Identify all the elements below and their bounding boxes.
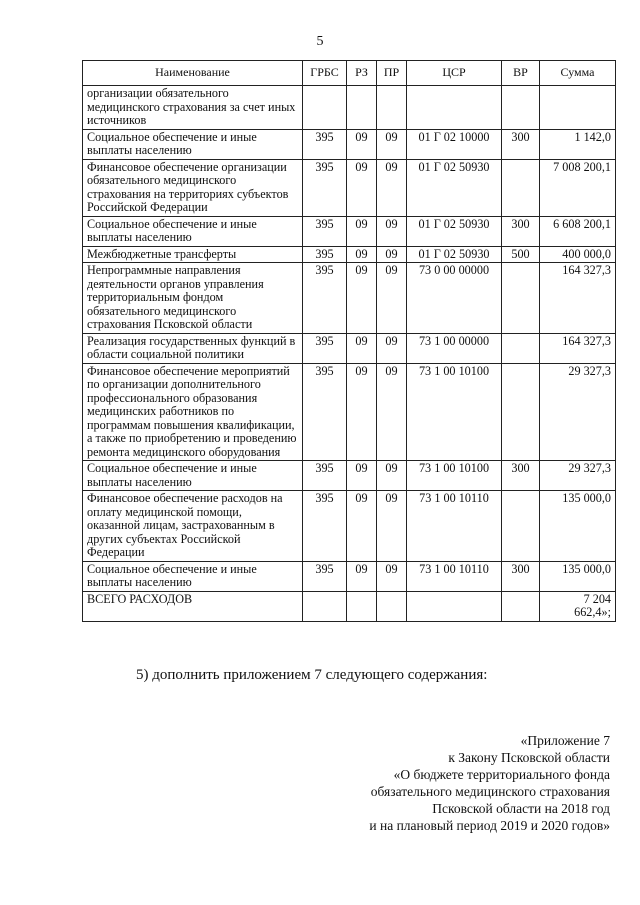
amendment-text: 5) дополнить приложением 7 следующего содержания:: [136, 667, 488, 683]
cell-sum: 7 008 200,1: [540, 159, 616, 216]
cell-grbs: 395: [303, 129, 347, 159]
cell-name: Финансовое обеспечение мероприятий по организации дополнительного профессионального образования медицинских работников по программам повышения квалификации, а также по приобретению и проведению ремонта медицинского оборудования: [83, 363, 303, 461]
cell-sum: 400 000,0: [540, 246, 616, 263]
cell-grbs: 395: [303, 461, 347, 491]
budget-table: [82, 60, 616, 622]
cell-rz: 09: [347, 561, 377, 591]
cell-rz: [347, 86, 377, 130]
cell-csr: 01 Г 02 50930: [407, 246, 502, 263]
cell-vr: [502, 333, 540, 363]
cell-rz: 09: [347, 246, 377, 263]
page-number: 5: [316, 34, 324, 49]
cell-name: Социальное обеспечение и иные выплаты населению: [83, 129, 303, 159]
cell-pr: 09: [377, 333, 407, 363]
table-total-row: [83, 591, 616, 621]
cell-sum: 1 142,0: [540, 129, 616, 159]
cell-csr: [407, 86, 502, 130]
cell-sum: 164 327,3: [540, 263, 616, 334]
cell-csr: 01 Г 02 50930: [407, 216, 502, 246]
cell-vr: [502, 86, 540, 130]
cell-rz: 09: [347, 333, 377, 363]
cell-rz: 09: [347, 461, 377, 491]
cell-name: ВСЕГО РАСХОДОВ: [83, 591, 303, 621]
cell-rz: 09: [347, 159, 377, 216]
table-row: [83, 159, 616, 216]
cell-pr: [377, 591, 407, 621]
cell-csr: 01 Г 02 10000: [407, 129, 502, 159]
cell-pr: 09: [377, 246, 407, 263]
cell-name: организации обязательного медицинского страхования за счет иных источников: [83, 86, 303, 130]
header-pr: ПР: [377, 61, 407, 86]
cell-grbs: [303, 591, 347, 621]
cell-pr: 09: [377, 129, 407, 159]
appendix-line: обязательного медицинского страхования: [370, 784, 610, 799]
table-row: [83, 129, 616, 159]
cell-vr: [502, 263, 540, 334]
cell-vr: [502, 591, 540, 621]
cell-rz: 09: [347, 129, 377, 159]
header-sum: Сумма: [540, 61, 616, 86]
cell-vr: 500: [502, 246, 540, 263]
cell-sum: 164 327,3: [540, 333, 616, 363]
cell-sum: 135 000,0: [540, 561, 616, 591]
table-row: [83, 246, 616, 263]
cell-sum: 135 000,0: [540, 491, 616, 562]
cell-name: Финансовое обеспечение расходов на оплату медицинской помощи, оказанной лицам, застрахованным в других субъектах Российской Федерации: [83, 491, 303, 562]
table-header-row: [83, 61, 616, 86]
cell-name: Финансовое обеспечение организации обязательного медицинского страхования на территориях субъектов Российской Федерации: [83, 159, 303, 216]
table-row: [83, 333, 616, 363]
appendix-heading: [369, 732, 610, 834]
cell-vr: 300: [502, 216, 540, 246]
cell-grbs: [303, 86, 347, 130]
table-row: [83, 561, 616, 591]
table-row: [83, 216, 616, 246]
header-name: Наименование: [83, 61, 303, 86]
cell-csr: 01 Г 02 50930: [407, 159, 502, 216]
cell-vr: [502, 491, 540, 562]
cell-pr: 09: [377, 159, 407, 216]
cell-grbs: 395: [303, 491, 347, 562]
cell-grbs: 395: [303, 216, 347, 246]
cell-name: Социальное обеспечение и иные выплаты населению: [83, 461, 303, 491]
table-row: [83, 86, 616, 130]
cell-pr: [377, 86, 407, 130]
header-csr: ЦСР: [407, 61, 502, 86]
cell-csr: 73 1 00 10110: [407, 561, 502, 591]
cell-pr: 09: [377, 363, 407, 461]
header-grbs: ГРБС: [303, 61, 347, 86]
cell-name: Социальное обеспечение и иные выплаты населению: [83, 561, 303, 591]
cell-vr: 300: [502, 561, 540, 591]
cell-name: Межбюджетные трансферты: [83, 246, 303, 263]
appendix-line: и на плановый период 2019 и 2020 годов»: [369, 818, 610, 833]
cell-csr: 73 1 00 10100: [407, 363, 502, 461]
cell-pr: 09: [377, 263, 407, 334]
cell-grbs: 395: [303, 246, 347, 263]
cell-pr: 09: [377, 561, 407, 591]
cell-pr: 09: [377, 461, 407, 491]
cell-sum: 6 608 200,1: [540, 216, 616, 246]
cell-sum: 7 204 662,4»;: [540, 591, 616, 621]
header-vr: ВР: [502, 61, 540, 86]
cell-rz: 09: [347, 216, 377, 246]
cell-grbs: 395: [303, 561, 347, 591]
table-row: [83, 363, 616, 461]
cell-name: Социальное обеспечение и иные выплаты населению: [83, 216, 303, 246]
cell-rz: 09: [347, 491, 377, 562]
cell-vr: [502, 159, 540, 216]
cell-pr: 09: [377, 216, 407, 246]
cell-name: Реализация государственных функций в области социальной политики: [83, 333, 303, 363]
cell-pr: 09: [377, 491, 407, 562]
cell-grbs: 395: [303, 333, 347, 363]
appendix-line: Псковской области на 2018 год: [432, 801, 610, 816]
cell-vr: 300: [502, 129, 540, 159]
appendix-line: «Приложение 7: [520, 733, 610, 748]
cell-vr: [502, 363, 540, 461]
cell-rz: [347, 591, 377, 621]
cell-sum: 29 327,3: [540, 461, 616, 491]
cell-name: Непрограммные направления деятельности органов управления территориальным фондом обязательного медицинского страхования Псковской области: [83, 263, 303, 334]
cell-grbs: 395: [303, 159, 347, 216]
cell-rz: 09: [347, 363, 377, 461]
cell-sum: [540, 86, 616, 130]
header-rz: РЗ: [347, 61, 377, 86]
table-row: [83, 263, 616, 334]
cell-csr: 73 1 00 00000: [407, 333, 502, 363]
appendix-line: «О бюджете территориального фонда: [393, 767, 610, 782]
cell-csr: 73 0 00 00000: [407, 263, 502, 334]
cell-csr: 73 1 00 10100: [407, 461, 502, 491]
cell-csr: [407, 591, 502, 621]
table-row: [83, 491, 616, 562]
cell-vr: 300: [502, 461, 540, 491]
cell-csr: 73 1 00 10110: [407, 491, 502, 562]
cell-grbs: 395: [303, 363, 347, 461]
table-row: [83, 461, 616, 491]
cell-grbs: 395: [303, 263, 347, 334]
cell-rz: 09: [347, 263, 377, 334]
cell-sum: 29 327,3: [540, 363, 616, 461]
appendix-line: к Закону Псковской области: [448, 750, 610, 765]
